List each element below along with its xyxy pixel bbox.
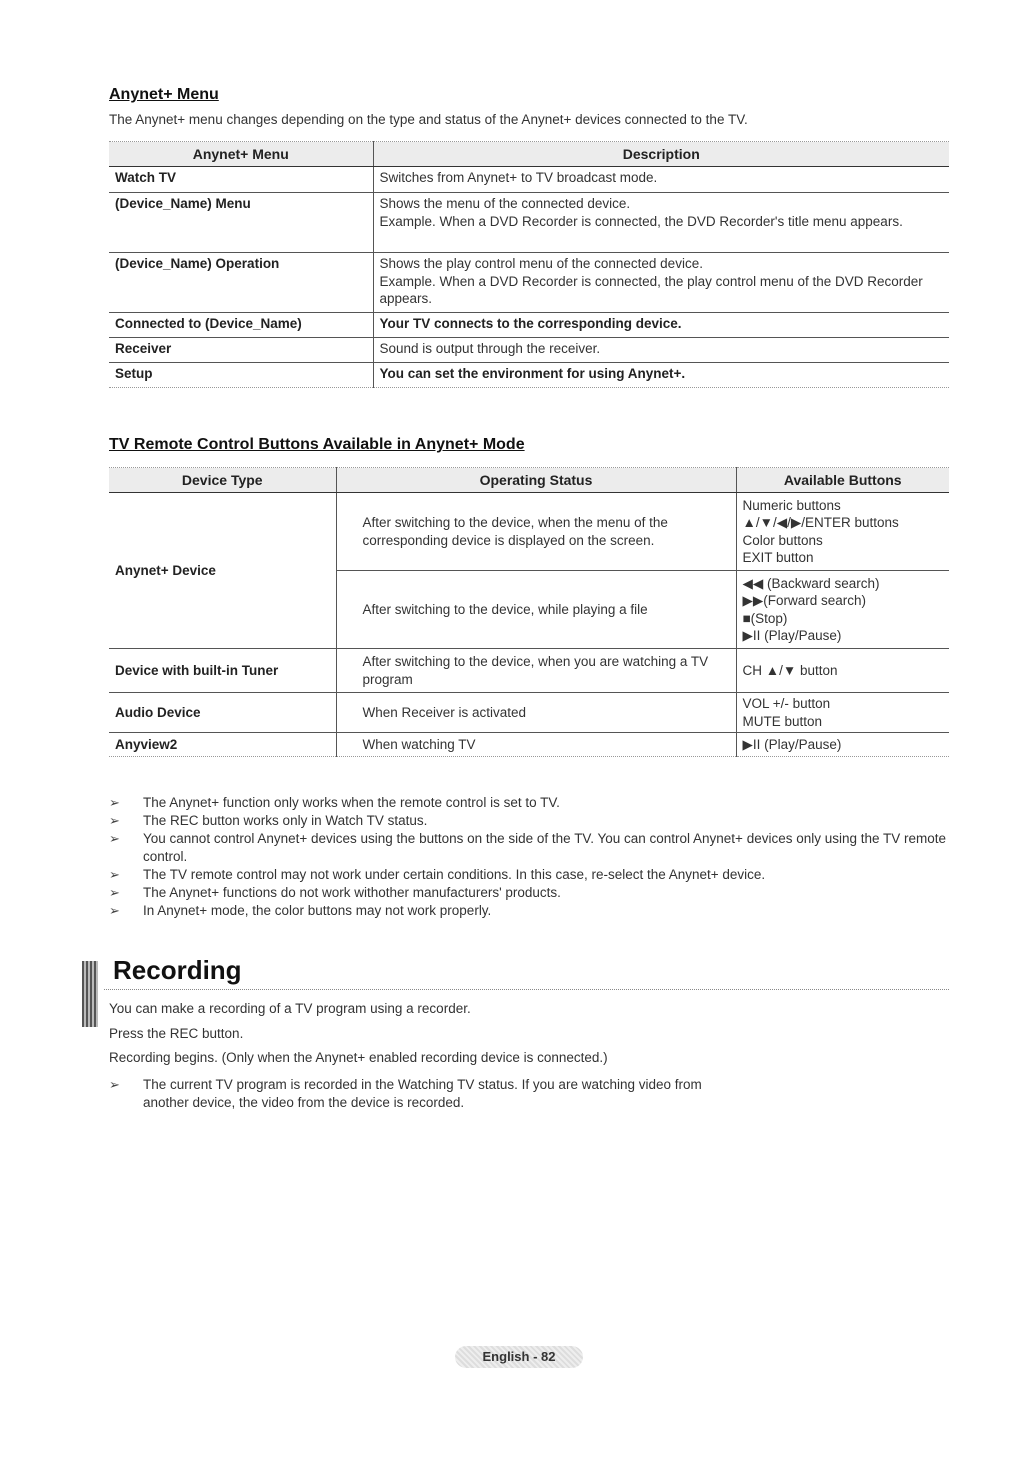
menu-cell: Connected to (Device_Name) bbox=[109, 313, 373, 338]
remote-buttons-table bbox=[109, 467, 949, 757]
table-row bbox=[109, 167, 949, 193]
table-row bbox=[109, 693, 949, 733]
arrow-icon: ➢ bbox=[109, 831, 120, 846]
device-type-cell: Anyview2 bbox=[109, 733, 336, 757]
arrow-icon: ➢ bbox=[109, 903, 120, 918]
table-row bbox=[109, 253, 949, 313]
description-cell: Sound is output through the receiver. bbox=[373, 338, 949, 363]
note-item bbox=[109, 866, 969, 884]
available-buttons-cell: CH ▲/▼ button bbox=[736, 649, 949, 693]
description-cell: Your TV connects to the corresponding device. bbox=[373, 313, 949, 338]
recording-title: Recording bbox=[113, 955, 242, 985]
note-text: The Anynet+ functions do not work withother manufacturers' products. bbox=[143, 885, 561, 900]
note-item bbox=[109, 812, 969, 830]
recording-paragraph: You can make a recording of a TV program using a recorder. bbox=[109, 1001, 471, 1016]
table-row bbox=[109, 493, 949, 571]
note-text: You cannot control Anynet+ devices using the buttons on the side of the TV. You can control Anynet+ devices only using the TV remote control. bbox=[143, 831, 947, 864]
column-header: Description bbox=[373, 142, 949, 167]
anynet-menu-table bbox=[109, 141, 949, 388]
column-header: Operating Status bbox=[336, 468, 736, 493]
device-type-cell: Audio Device bbox=[109, 693, 336, 733]
operating-status-cell: After switching to the device, while playing a file bbox=[336, 571, 736, 649]
section-title-remote-buttons: TV Remote Control Buttons Available in Anynet+ Mode bbox=[109, 436, 525, 453]
menu-cell: Receiver bbox=[109, 338, 373, 363]
page-number-badge: English - 82 bbox=[455, 1346, 583, 1368]
note-text: The REC button works only in Watch TV status. bbox=[143, 813, 428, 828]
menu-cell: (Device_Name) Operation bbox=[109, 253, 373, 313]
arrow-icon: ➢ bbox=[109, 1077, 120, 1092]
description-cell: Shows the menu of the connected device. Example. When a DVD Recorder is connected, the DVD Recorder's title menu appears. bbox=[373, 193, 949, 253]
note-text: In Anynet+ mode, the color buttons may not work properly. bbox=[143, 903, 492, 918]
available-buttons-cell: ▶II (Play/Pause) bbox=[736, 733, 949, 757]
table-row bbox=[109, 313, 949, 338]
operating-status-cell: After switching to the device, when you are watching a TV program bbox=[336, 649, 736, 693]
arrow-icon: ➢ bbox=[109, 867, 120, 882]
note-text: The current TV program is recorded in the Watching TV status. If you are watching video from another device, the video from the device is recorded. bbox=[143, 1077, 702, 1110]
note-item bbox=[109, 884, 969, 902]
section-intro: The Anynet+ menu changes depending on the type and status of the Anynet+ devices connected to the TV. bbox=[109, 112, 748, 127]
note-item bbox=[109, 902, 969, 920]
menu-cell: (Device_Name) Menu bbox=[109, 193, 373, 253]
operating-status-cell: When Receiver is activated bbox=[336, 693, 736, 733]
operating-status-cell: After switching to the device, when the menu of the corresponding device is displayed on the screen. bbox=[336, 493, 736, 571]
description-cell: Switches from Anynet+ to TV broadcast mode. bbox=[373, 167, 949, 193]
table-row bbox=[109, 649, 949, 693]
table-row bbox=[109, 338, 949, 363]
column-header: Available Buttons bbox=[736, 468, 949, 493]
recording-paragraph: Press the REC button. bbox=[109, 1026, 244, 1041]
section-title-anynet-menu: Anynet+ Menu bbox=[109, 86, 219, 103]
table-row bbox=[109, 193, 949, 253]
device-type-cell: Device with built-in Tuner bbox=[109, 649, 336, 693]
divider bbox=[104, 989, 949, 990]
table-header-row bbox=[109, 468, 949, 493]
recording-paragraph: Recording begins. (Only when the Anynet+ enabled recording device is connected.) bbox=[109, 1050, 608, 1065]
description-cell: Shows the play control menu of the connected device. Example. When a DVD Recorder is connected, the play control menu of the DVD Recorder appears. bbox=[373, 253, 949, 313]
note-text: The TV remote control may not work under certain conditions. In this case, re-select the Anynet+ device. bbox=[143, 867, 766, 882]
available-buttons-cell: Numeric buttons ▲/▼/◀/▶/ENTER buttons Color buttons EXIT button bbox=[736, 493, 949, 571]
table-row bbox=[109, 733, 949, 757]
description-cell: You can set the environment for using Anynet+. bbox=[373, 363, 949, 388]
device-type-cell: Anynet+ Device bbox=[109, 493, 336, 649]
note-item bbox=[109, 794, 969, 812]
menu-cell: Setup bbox=[109, 363, 373, 388]
operating-status-cell: When watching TV bbox=[336, 733, 736, 757]
table-header-row bbox=[109, 142, 949, 167]
recording-note bbox=[109, 1076, 743, 1112]
notes-list bbox=[109, 794, 969, 920]
table-row bbox=[109, 363, 949, 388]
menu-cell: Watch TV bbox=[109, 167, 373, 193]
arrow-icon: ➢ bbox=[109, 813, 120, 828]
arrow-icon: ➢ bbox=[109, 885, 120, 900]
arrow-icon: ➢ bbox=[109, 795, 120, 810]
column-header: Device Type bbox=[109, 468, 336, 493]
note-item bbox=[109, 830, 969, 866]
note-text: The Anynet+ function only works when the remote control is set to TV. bbox=[143, 795, 560, 810]
available-buttons-cell: ◀◀ (Backward search) ▶▶(Forward search) ■(Stop) ▶II (Play/Pause) bbox=[736, 571, 949, 649]
available-buttons-cell: VOL +/- button MUTE button bbox=[736, 693, 949, 733]
column-header: Anynet+ Menu bbox=[109, 142, 373, 167]
section-marker-bar bbox=[82, 961, 98, 1027]
